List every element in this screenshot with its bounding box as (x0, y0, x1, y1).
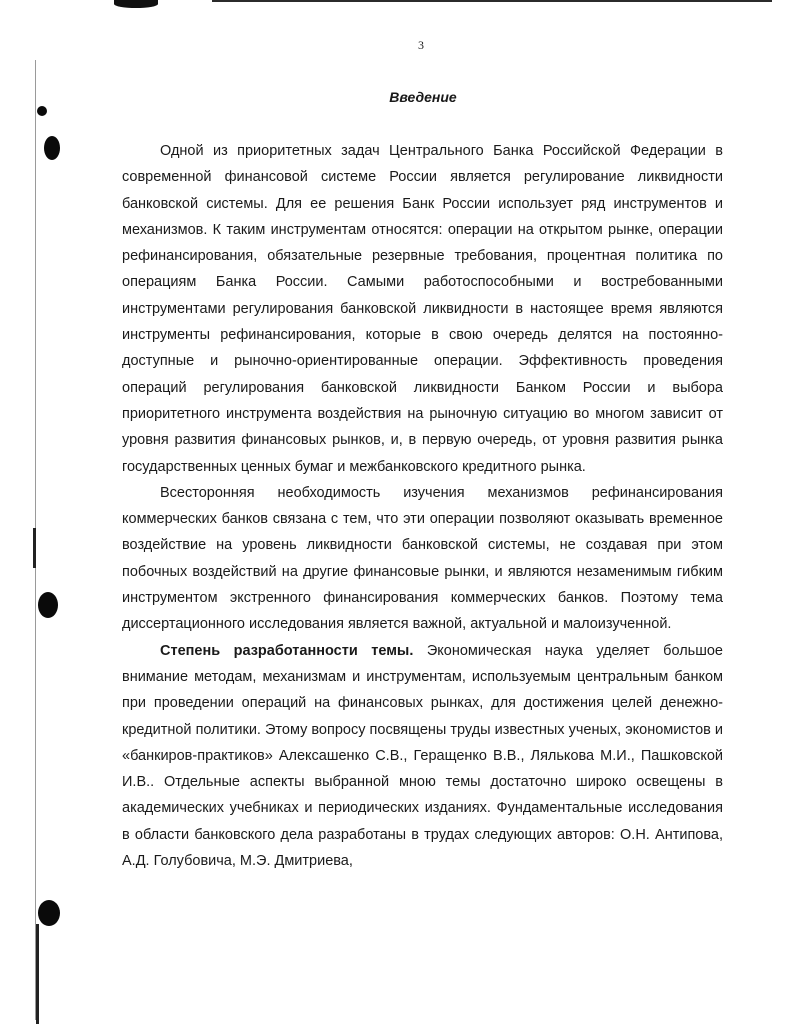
paragraph-3-lead: Степень разработанности темы. (160, 642, 414, 659)
scan-artifact-top-rule (212, 0, 772, 2)
scan-artifact-top-blob (114, 0, 158, 8)
binding-hole-4 (38, 900, 60, 926)
section-title: Введение (389, 89, 457, 105)
page-number: 3 (418, 38, 424, 52)
paragraph-2: Всесторонняя необходимость изучения механизмов рефинансирования коммерческих банков связана с тем, что эти операции позволяют оказывать временное воздействие на уровень ликвидности банковской системы, не создавая при этом побочных воздействий на другие финансовые рынки, и являются незаменимым гибким инструментом экстренного финансирования коммерческих банков. Поэтому тема диссертационного исследования является важной, актуальной и малоизученной. (122, 484, 723, 633)
binding-hole-1 (37, 106, 47, 116)
scan-artifact-mark-1 (33, 528, 36, 568)
scan-artifact-mark-2 (36, 924, 39, 1024)
body-text (122, 138, 723, 874)
paragraph-1: Одной из приоритетных задач Центрального Банка Российской Федерации в современной финансовой системе России является регулирование ликвидности банковской системы. Для ее решения Банк России использует ряд инструментов и механизмов. К таким инструментам относятся: операции на открытом рынке, операции рефинансирования, обязательные резервные требования, процентная политика по операциям Банка России. Самыми работоспособными и востребованными инструментами регулирования банковской ликвидности в настоящее время являются инструменты рефинансирования, которые в свою очередь делятся на постоянно-доступные и рыночно-ориентированные операции. Эффективность проведения операций регулирования банковской ликвидности Банком России и выбора приоритетного инструмента воздействия на рыночную ситуацию во многом зависит от уровня развития финансовых рынков, и, в первую очередь, от уровня развития рынка государственных ценных бумаг и межбанковского кредитного рынка. (122, 143, 723, 475)
binding-hole-2 (44, 136, 60, 160)
binding-hole-3 (38, 592, 58, 618)
paragraph-3 (122, 638, 723, 875)
paragraph-3-text: Экономическая наука уделяет большое внимание методам, механизмам и инструментам, используемым центральным банком при проведении операций на финансовых рынках, для достижения целей денежно-кредитной политики. Этому вопросу посвящены труды известных ученых, экономистов и «банкиров-практиков» Алексашенко С.В., Геращенко В.В., Лялькова М.И., Пашковской И.В.. Отдельные аспекты выбранной мною темы достаточно широко освещены в академических учебниках и периодических изданиях. Фундаментальные исследования в области банковского дела разработаны в трудах следующих авторов: О.Н. Антипова, А.Д. Голубовича, М.Э. Дмитриева, (122, 642, 723, 870)
